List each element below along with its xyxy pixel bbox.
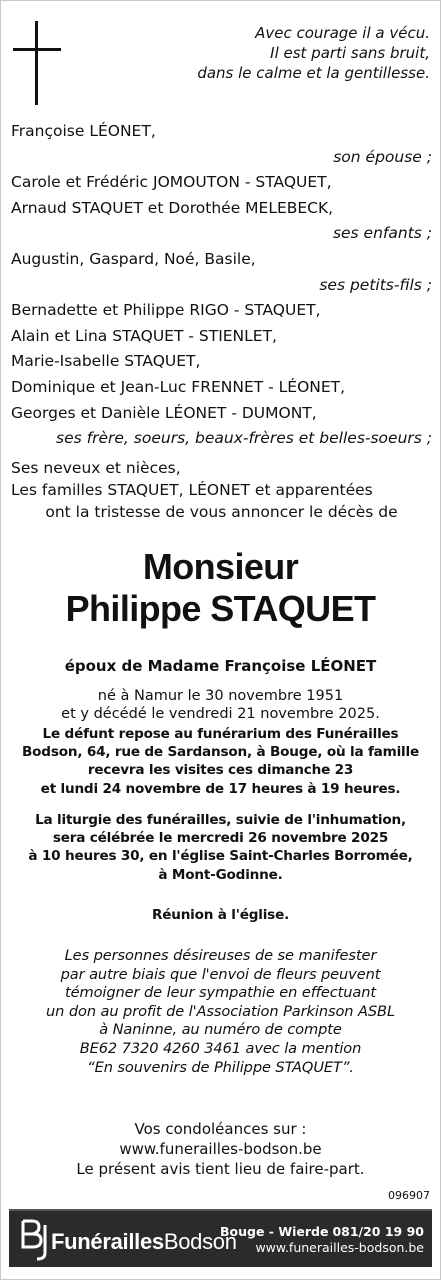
cross-icon [13,21,61,105]
reunion-line: Réunion à l'église. [151,907,290,923]
motto-line: Avec courage il a vécu. [255,24,430,42]
visitation-info [1,725,440,798]
deceased-name [1,546,440,630]
announcement-intro [11,457,432,523]
family-role: son épouse ; [333,147,432,166]
motto-line: Il est parti sans bruit, [270,44,430,62]
family-role: ses enfants ; [332,224,432,243]
spouse-line: époux de Madame Françoise LÉONET [64,657,377,675]
condolences-line: Le présent avis tient lieu de faire-part. [76,1160,365,1178]
liturgy-line: à Mont-Godinne. [158,866,283,883]
liturgy-line: La liturgie des funérailles, suivie de l'inhumation, [35,812,406,828]
motto [110,23,430,83]
family-member: Françoise LÉONET, [11,122,156,140]
condolences-line: Vos condoléances sur : [134,1120,307,1138]
intro-line: Les familles STAQUET, LÉONET et apparentées [11,481,373,499]
liturgy-line: à 10 heures 30, en l'église Saint-Charles Borromée, [28,848,413,865]
family-role: ses petits-fils ; [319,275,432,294]
donation-line: un don au profit de l'Association Parkinson ASBL [46,1002,395,1020]
visit-line: et lundi 24 novembre de 17 heures à 19 heures. [40,780,401,797]
visit-line: recevra les visites ces dimanche 23 [87,762,354,779]
family-member: Carole et Frédéric JOMOUTON - STAQUET, [11,173,332,192]
family-member: Georges et Danièle LÉONET - DUMONT, [11,403,317,422]
motto-line: dans le calme et la gentillesse. [197,64,430,82]
donation-line: à Naninne, au numéro de compte [99,1021,342,1039]
condolences-website[interactable]: www.funerailles-bodson.be [119,1140,322,1158]
birth-death-dates [1,687,440,723]
donation-info [1,947,440,1077]
condolences-info [1,1119,440,1179]
funeral-home-website[interactable]: www.funerailles-bodson.be [255,1240,424,1255]
family-member: Marie-Isabelle STAQUET, [11,352,201,371]
reference-number: 096907 [388,1189,430,1202]
intro-line: Ses neveux et nièces, [11,459,181,477]
family-member: Bernadette et Philippe RIGO - STAQUET, [11,301,321,320]
donation-line: témoigner de leur sympathie en effectuant [64,984,377,1002]
funeral-home-brand [51,1229,237,1255]
family-member: Augustin, Gaspard, Noé, Basile, [11,249,256,268]
date-line: né à Namur le 30 novembre 1951 [97,688,344,704]
donation-line: par autre biais que l'envoi de fleurs peuvent [60,965,381,983]
family-role: ses frère, soeurs, beaux-frères et belles-soeurs ; [56,429,432,448]
date-line: et y décédé le vendredi 21 novembre 2025. [61,706,380,722]
donation-line: “En souvenirs de Philippe STAQUET”. [87,1058,354,1076]
deceased-fullname: Philippe STAQUET [65,588,376,629]
visit-line: Bodson, 64, rue de Sardanson, à Bouge, où la famille [21,744,419,761]
funeral-home-banner [9,1209,432,1267]
funeral-home-contact [220,1224,424,1256]
family-member: Arnaud STAQUET et Dorothée MELEBECK, [11,198,334,217]
visit-line: Le défunt repose au funérarium des Funérailles [42,726,399,742]
family-member: Alain et Lina STAQUET - STIENLET, [11,326,277,345]
bodson-logo-icon [17,1217,53,1261]
brand-part: Funérailles [51,1229,164,1254]
family-member: Dominique et Jean-Luc FRENNET - LÉONET, [11,377,346,396]
funeral-liturgy-info [1,811,440,884]
donation-line: BE62 7320 4260 3461 avec la mention [79,1039,362,1057]
liturgy-line: sera célébrée le mercredi 26 novembre 2025 [52,830,389,847]
deceased-title: Monsieur [142,546,299,587]
brand-part: Bodson [163,1229,237,1254]
funeral-home-locations: Bouge - Wierde [219,1224,329,1239]
family-list [11,119,432,452]
funeral-home-phone[interactable]: 081/20 19 90 [332,1224,424,1239]
intro-line: ont la tristesse de vous annoncer le décès de [45,503,398,521]
donation-line: Les personnes désireuses de se manifester [64,947,377,964]
